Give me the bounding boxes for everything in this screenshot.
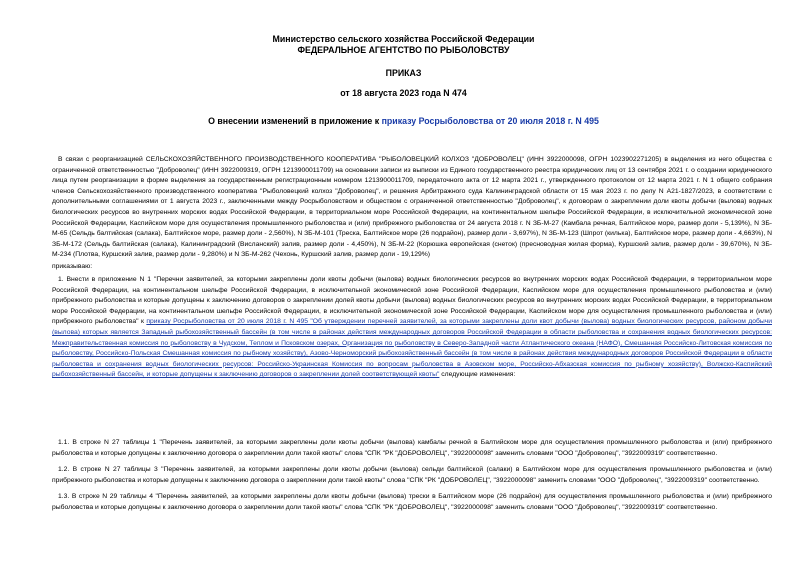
document-date: от 18 августа 2023 года N 474 [340,88,467,98]
order-word: приказываю: [52,263,93,270]
document-type: ПРИКАЗ [385,68,422,78]
clause-1-3-paragraph: 1.3. В строке N 29 таблицы 4 "Перечень заявителей, за которыми закреплены доли квоты добычи (вылова) трески в Балтийском море (26 подрайон) для осуществления промышленного рыболовства и (или) прибрежного рыболовства и которые допущены к заключению договора о закреплении доли такой квоты" слова "СПК "РК "ДОБРОВОЛЕЦ", "3922000098" заменить словами "ООО "Доброволец", "3922009319" соответственно. [52,493,772,511]
document-title-prefix: О внесении изменений в приложение к [208,116,382,126]
clause-1-ending: следующие изменения: [439,371,516,379]
clause-1-2-paragraph: 1.2. В строке N 27 таблицы 3 "Перечень заявителей, за которыми закреплены доли квоты добычи (вылова) сельди балтийской (салаки) в Балтийском море для осуществления промышленного рыболовства и (или) прибрежного рыболовства и которые допущены к заключению договора о закреплении доли такой квоты" слова "СПК "РК "ДОБРОВОЛЕЦ", "3922000098" заменить словами "ООО "Доброволец", "3922009319" соответственно. [52,466,772,484]
document-title [0,116,807,127]
ministry-name: Министерство сельского хозяйства Российской Федерации [272,34,535,44]
agency-name: ФЕДЕРАЛЬНОЕ АГЕНТСТВО ПО РЫБОЛОВСТВУ [297,45,510,55]
preamble-paragraph: В связи с реорганизацией СЕЛЬСКОХОЗЯЙСТВЕННОГО ПРОИЗВОДСТВЕННОГО КООПЕРАТИВА "РЫБОЛОВЕЦКИЙ КОЛХОЗ "ДОБРОВОЛЕЦ" (ИНН 3922000098, ОГРН 1023902271205) в выделения из него общества с ограниченной ответственностью "Доброволец" (ИНН 3922009319, ОГРН 1213900011709) на основании записи из выписки из Единого государственного реестра юридических лиц от 13 сентября 2021 г. о создании юридического лица путем реорганизации в форме выделения за государственным регистрационным номером 1213900011709, передаточного акта от 12 марта 2021 г., утвержденного протоколом от 12 марта 2021 г. N 1 общего собрания членов Сельскохозяйственного производственного кооператива "Рыболовецкий колхоз "Доброволец", и решения Арбитражного суда Калининградской области от 15 мая 2023 г. по делу N А21-1827/2023, в соответствии с дополнительными соглашениями от 1 августа 2023 г., заключенными между Росрыболовством и обществом с ограниченной ответственностью "Доброволец", к договорам о закреплении доли квоты добычи (вылова) водных биологических ресурсов во внутренних морских водах Российской Федерации, в территориальном море Российской Федерации, на континентальном шельфе Российской Федерации, в исключительной экономической зоне Российской Федерации, Каспийском море для осуществления промышленного рыболовства и (или) прибрежного рыболовства от 24 августа 2018 г. N ЗБ-М-27 (Камбала речная, Балтийское море, размер доли - 5,139%), N ЗБ-М-65 (Сельдь балтийская (салака), Балтийское море, размер доли - 2,560%), N ЗБ-М-101 (Треска, Балтийское море (26 подрайон), размер доли - 3,697%), N ЗБ-М-123 (Шпрот (килька), Балтийское море, размер доли - 4,663%), N ЗБ-М-172 (Сельдь балтийская (салака), Калининградский (Висланский) залив, размер доли - 4,450%), N ЗБ-М-22 (Корюшка европейская (снеток) (пресноводная жилая форма), Куршский залив, размер доли - 39,670%), N ЗБ-М-234 (Плотва, Куршский залив, размер доли - 9,280%) и N ЗБ-М-262 (Чехонь, Куршский залив, размер доли - 19,129%) [52,156,772,259]
clause-1-paragraph [52,275,772,381]
clause-1-text: 1. Внести в приложение N 1 "Перечни заявителей, за которыми закреплены доли квоты добычи (вылова) водных биологических ресурсов во внутренних морских водах Российской Федерации, в территориальном море Российской Федерации, на континентальном шельфе Российской Федерации, в исключительной экономической зоне Российской Федерации, Каспийском море для осуществления промышленного рыболовства и (или) прибрежного рыболовства и которые допущены к заключению договоров о закреплении долей квоты добычи (вылова) водных биологических ресурсов во внутренних морских водах Российской Федерации, в территориальном море Российской Федерации, на континентальном шельфе Российской Федерации, в исключительной экономической зоне Российской Федерации, Каспийском море для осуществления промышленного рыболовства и (или) прибрежного рыболовства" к [52,276,772,326]
clause-1-1-paragraph: 1.1. В строке N 27 таблицы 1 "Перечень заявителей, за которыми закреплены доли квоты добычи (вылова) камбалы речной в Балтийском море для осуществления промышленного рыболовства и (или) прибрежного рыболовства и которые допущены к заключению договора о закреплении доли такой квоты" слова "СПК "РК "ДОБРОВОЛЕЦ", "3922000098" заменить словами "ООО "Доброволец", "3922009319" соответственно. [52,439,772,457]
title-order-link[interactable]: приказу Росрыболовства от 20 июля 2018 г. N 495 [381,116,599,126]
clause-1-order-link[interactable]: приказу Росрыболовства от 20 июля 2018 г. N 495 "Об утверждении перечней заявителей, за которыми закреплены доли квот добычи (вылова) водных биологических ресурсов, районом добычи (вылова) которых является Западный рыбохозяйственный бассейн (в том числе в районах действия международных договоров Российской Федерации в области рыболовства и сохранения водных биологических ресурсов: Межправительственная комиссия по рыболовству в Чудском, Теплом и Псковском озерах, Организация по рыболовству в Северо-Западной части Атлантического океана (НАФО), Смешанная Российско-Литовская комиссия по рыболовству, Российско-Польская Смешанная комиссия по рыбному хозяйству), Азово-Черноморский рыбохозяйственный бассейн (в том числе в районах действия международных договоров Российской Федерации в области рыболовства и сохранения водных биологических ресурсов: Российско-Украинская Комиссия по вопросам рыболовства в Азовском море, Российско-Абхазская комиссия по рыбному хозяйству), Волжско-Каспийский рыбохозяйственный бассейн, и которые допущены к заключению договоров о закреплении долей соответствующей квоты" [52,318,772,379]
